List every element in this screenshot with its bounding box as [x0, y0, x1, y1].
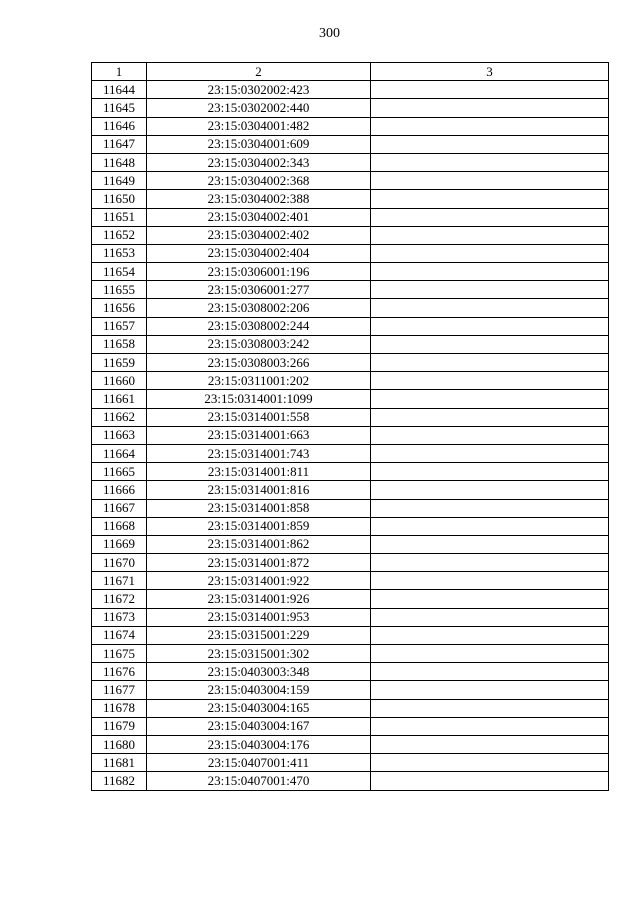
- note-cell: [371, 317, 609, 335]
- cadastral-number-cell: 23:15:0314001:558: [147, 408, 371, 426]
- row-index-cell: 11665: [92, 463, 147, 481]
- cadastral-number-cell: 23:15:0304001:609: [147, 135, 371, 153]
- row-index-cell: 11672: [92, 590, 147, 608]
- column-header-2: 2: [147, 63, 371, 81]
- note-cell: [371, 208, 609, 226]
- cadastral-number-cell: 23:15:0315001:229: [147, 626, 371, 644]
- row-index-cell: 11659: [92, 354, 147, 372]
- note-cell: [371, 499, 609, 517]
- cadastral-number-cell: 23:15:0302002:423: [147, 81, 371, 99]
- table-row: [92, 153, 609, 171]
- note-cell: [371, 281, 609, 299]
- note-cell: [371, 117, 609, 135]
- cadastral-number-cell: 23:15:0308002:244: [147, 317, 371, 335]
- row-index-cell: 11669: [92, 535, 147, 553]
- note-cell: [371, 408, 609, 426]
- row-index-cell: 11653: [92, 244, 147, 262]
- note-cell: [371, 81, 609, 99]
- table-row: [92, 608, 609, 626]
- cadastral-number-cell: 23:15:0308002:206: [147, 299, 371, 317]
- row-index-cell: 11675: [92, 645, 147, 663]
- cadastral-number-cell: 23:15:0306001:277: [147, 281, 371, 299]
- table-row: [92, 135, 609, 153]
- note-cell: [371, 535, 609, 553]
- row-index-cell: 11674: [92, 626, 147, 644]
- table-row: [92, 699, 609, 717]
- row-index-cell: 11646: [92, 117, 147, 135]
- note-cell: [371, 263, 609, 281]
- note-cell: [371, 390, 609, 408]
- table-row: [92, 754, 609, 772]
- note-cell: [371, 135, 609, 153]
- table-row: [92, 354, 609, 372]
- cadastral-number-cell: 23:15:0403004:176: [147, 735, 371, 753]
- cadastral-number-cell: 23:15:0304002:388: [147, 190, 371, 208]
- row-index-cell: 11666: [92, 481, 147, 499]
- column-header-1: 1: [92, 63, 147, 81]
- note-cell: [371, 481, 609, 499]
- table-row: [92, 281, 609, 299]
- row-index-cell: 11676: [92, 663, 147, 681]
- cadastral-number-table: [91, 62, 609, 791]
- cadastral-number-cell: 23:15:0304002:404: [147, 244, 371, 262]
- note-cell: [371, 153, 609, 171]
- table-row: [92, 554, 609, 572]
- row-index-cell: 11680: [92, 735, 147, 753]
- table-row: [92, 499, 609, 517]
- table-header-row: [92, 63, 609, 81]
- row-index-cell: 11650: [92, 190, 147, 208]
- note-cell: [371, 517, 609, 535]
- row-index-cell: 11668: [92, 517, 147, 535]
- table-row: [92, 517, 609, 535]
- cadastral-number-cell: 23:15:0308003:266: [147, 354, 371, 372]
- note-cell: [371, 608, 609, 626]
- table-row: [92, 626, 609, 644]
- note-cell: [371, 226, 609, 244]
- table-row: [92, 645, 609, 663]
- table-row: [92, 244, 609, 262]
- row-index-cell: 11673: [92, 608, 147, 626]
- note-cell: [371, 299, 609, 317]
- cadastral-number-cell: 23:15:0314001:663: [147, 426, 371, 444]
- cadastral-number-cell: 23:15:0304001:482: [147, 117, 371, 135]
- note-cell: [371, 590, 609, 608]
- cadastral-number-cell: 23:15:0314001:953: [147, 608, 371, 626]
- row-index-cell: 11682: [92, 772, 147, 790]
- table-row: [92, 117, 609, 135]
- cadastral-number-cell: 23:15:0314001:743: [147, 444, 371, 462]
- page-number: 300: [319, 26, 340, 41]
- table-row: [92, 81, 609, 99]
- note-cell: [371, 444, 609, 462]
- table-row: [92, 535, 609, 553]
- row-index-cell: 11679: [92, 717, 147, 735]
- cadastral-number-cell: 23:15:0304002:368: [147, 172, 371, 190]
- cadastral-number-cell: 23:15:0314001:811: [147, 463, 371, 481]
- table-row: [92, 226, 609, 244]
- cadastral-number-cell: 23:15:0403004:159: [147, 681, 371, 699]
- note-cell: [371, 717, 609, 735]
- table-row: [92, 208, 609, 226]
- row-index-cell: 11647: [92, 135, 147, 153]
- cadastral-number-cell: 23:15:0311001:202: [147, 372, 371, 390]
- row-index-cell: 11671: [92, 572, 147, 590]
- row-index-cell: 11662: [92, 408, 147, 426]
- row-index-cell: 11677: [92, 681, 147, 699]
- table-row: [92, 99, 609, 117]
- row-index-cell: 11655: [92, 281, 147, 299]
- table-row: [92, 335, 609, 353]
- cadastral-number-cell: 23:15:0314001:859: [147, 517, 371, 535]
- note-cell: [371, 190, 609, 208]
- row-index-cell: 11652: [92, 226, 147, 244]
- cadastral-number-cell: 23:15:0407001:470: [147, 772, 371, 790]
- cadastral-number-cell: 23:15:0304002:402: [147, 226, 371, 244]
- cadastral-number-cell: 23:15:0314001:858: [147, 499, 371, 517]
- note-cell: [371, 681, 609, 699]
- row-index-cell: 11678: [92, 699, 147, 717]
- row-index-cell: 11663: [92, 426, 147, 444]
- cadastral-number-cell: 23:15:0314001:1099: [147, 390, 371, 408]
- note-cell: [371, 699, 609, 717]
- note-cell: [371, 572, 609, 590]
- table-row: [92, 590, 609, 608]
- row-index-cell: 11660: [92, 372, 147, 390]
- table-row: [92, 444, 609, 462]
- table-row: [92, 372, 609, 390]
- table-row: [92, 426, 609, 444]
- cadastral-number-cell: 23:15:0302002:440: [147, 99, 371, 117]
- table-row: [92, 172, 609, 190]
- table-row: [92, 190, 609, 208]
- note-cell: [371, 663, 609, 681]
- row-index-cell: 11667: [92, 499, 147, 517]
- note-cell: [371, 172, 609, 190]
- cadastral-number-cell: 23:15:0306001:196: [147, 263, 371, 281]
- table-row: [92, 681, 609, 699]
- table-row: [92, 390, 609, 408]
- row-index-cell: 11657: [92, 317, 147, 335]
- column-header-3: 3: [371, 63, 609, 81]
- row-index-cell: 11648: [92, 153, 147, 171]
- cadastral-number-cell: 23:15:0403004:167: [147, 717, 371, 735]
- table-row: [92, 299, 609, 317]
- row-index-cell: 11649: [92, 172, 147, 190]
- table-row: [92, 463, 609, 481]
- table-row: [92, 663, 609, 681]
- note-cell: [371, 645, 609, 663]
- note-cell: [371, 554, 609, 572]
- row-index-cell: 11656: [92, 299, 147, 317]
- cadastral-number-cell: 23:15:0403003:348: [147, 663, 371, 681]
- note-cell: [371, 426, 609, 444]
- table-row: [92, 717, 609, 735]
- table-row: [92, 572, 609, 590]
- cadastral-number-cell: 23:15:0314001:862: [147, 535, 371, 553]
- note-cell: [371, 735, 609, 753]
- table-row: [92, 772, 609, 790]
- table-body: [92, 81, 609, 790]
- note-cell: [371, 626, 609, 644]
- cadastral-number-cell: 23:15:0314001:872: [147, 554, 371, 572]
- row-index-cell: 11644: [92, 81, 147, 99]
- row-index-cell: 11654: [92, 263, 147, 281]
- note-cell: [371, 463, 609, 481]
- table-row: [92, 408, 609, 426]
- table-row: [92, 263, 609, 281]
- cadastral-number-cell: 23:15:0314001:926: [147, 590, 371, 608]
- table-row: [92, 735, 609, 753]
- cadastral-number-cell: 23:15:0314001:922: [147, 572, 371, 590]
- row-index-cell: 11664: [92, 444, 147, 462]
- cadastral-number-cell: 23:15:0403004:165: [147, 699, 371, 717]
- cadastral-number-cell: 23:15:0304002:401: [147, 208, 371, 226]
- row-index-cell: 11651: [92, 208, 147, 226]
- row-index-cell: 11681: [92, 754, 147, 772]
- cadastral-number-cell: 23:15:0407001:411: [147, 754, 371, 772]
- note-cell: [371, 99, 609, 117]
- note-cell: [371, 372, 609, 390]
- table-row: [92, 317, 609, 335]
- note-cell: [371, 335, 609, 353]
- cadastral-number-cell: 23:15:0308003:242: [147, 335, 371, 353]
- note-cell: [371, 754, 609, 772]
- cadastral-number-cell: 23:15:0314001:816: [147, 481, 371, 499]
- table-row: [92, 481, 609, 499]
- row-index-cell: 11670: [92, 554, 147, 572]
- note-cell: [371, 354, 609, 372]
- cadastral-number-cell: 23:15:0304002:343: [147, 153, 371, 171]
- note-cell: [371, 772, 609, 790]
- cadastral-number-cell: 23:15:0315001:302: [147, 645, 371, 663]
- row-index-cell: 11658: [92, 335, 147, 353]
- row-index-cell: 11661: [92, 390, 147, 408]
- row-index-cell: 11645: [92, 99, 147, 117]
- note-cell: [371, 244, 609, 262]
